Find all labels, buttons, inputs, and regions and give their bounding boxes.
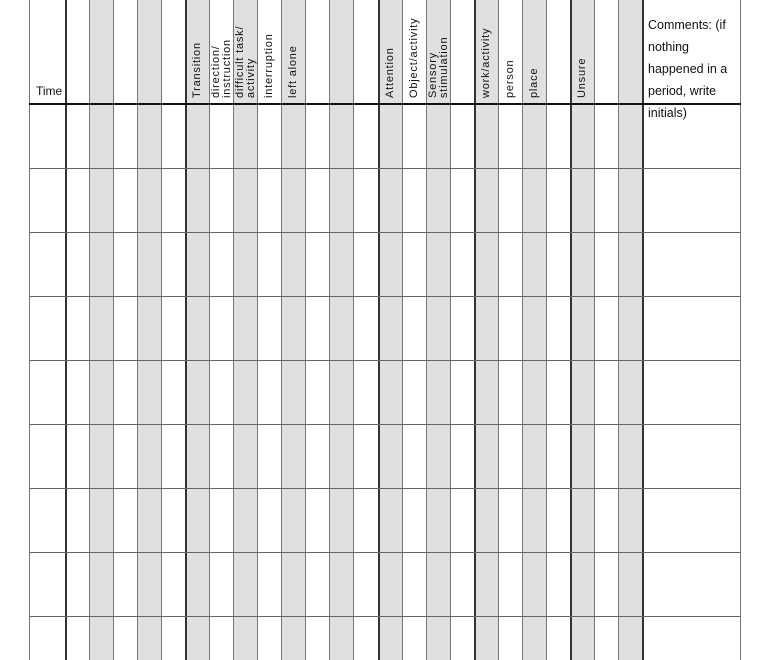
table-row[interactable] [29, 617, 741, 660]
table-row[interactable] [29, 104, 741, 168]
header-sensory-stimulation: Sensory stimulation [427, 36, 450, 98]
header-left-alone: left alone [287, 45, 299, 98]
table-row[interactable] [29, 361, 741, 424]
header-transition: Transition [191, 42, 203, 98]
table-row[interactable] [29, 169, 741, 232]
header-interruption: interruption [263, 33, 275, 98]
comments-column-header: Comments: (if nothing happened in a period, write initials) [648, 18, 728, 120]
header-direction-instruction: direction/ instruction [210, 39, 233, 98]
header-person: person [504, 59, 516, 98]
header-object-activity: Object/activity [408, 17, 420, 98]
table-row[interactable] [29, 233, 741, 296]
header-work-activity: work/activity [480, 27, 492, 98]
table-row[interactable] [29, 425, 741, 488]
table-row[interactable] [29, 489, 741, 552]
time-column-header: Time [36, 84, 63, 98]
header-difficult-task: difficult task/ activity [234, 25, 257, 98]
table-row[interactable] [29, 297, 741, 360]
header-place: place [528, 67, 540, 98]
header-attention: Attention [384, 47, 396, 98]
table-row[interactable] [29, 553, 741, 616]
header-unsure: Unsure [576, 57, 588, 98]
